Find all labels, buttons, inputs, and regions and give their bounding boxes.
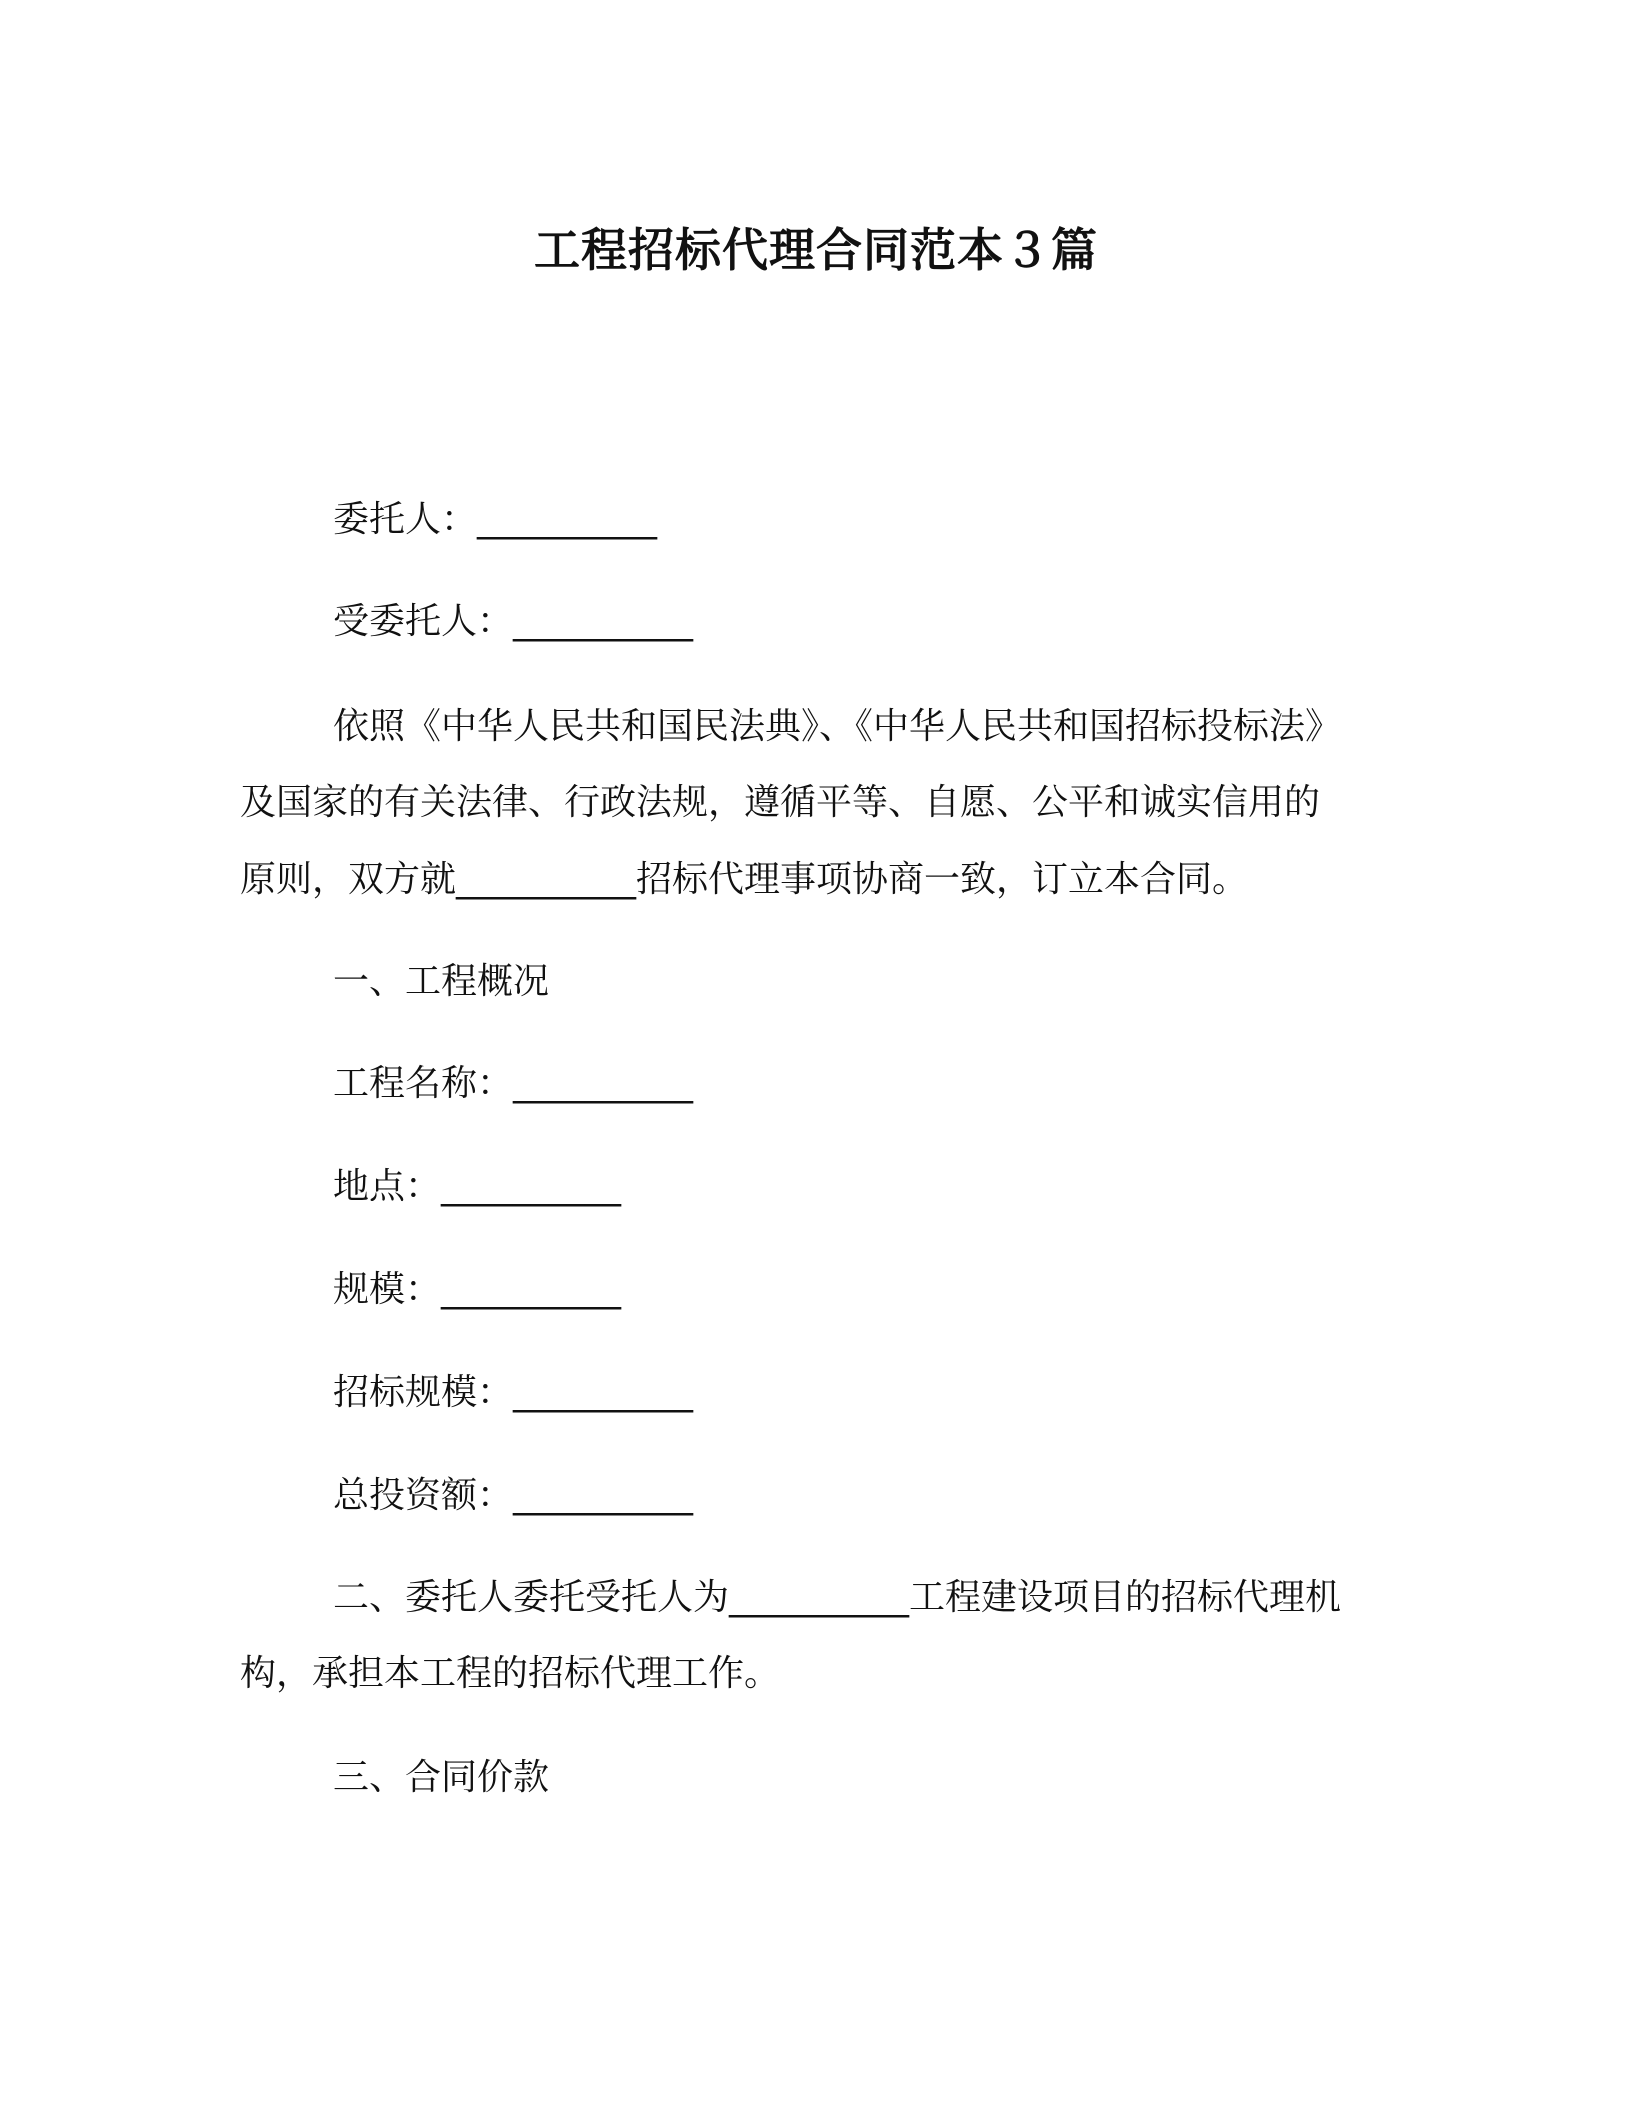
document-title: 工程招标代理合同范本３篇 (534, 223, 1098, 277)
project-name-field: 工程名称：__________ (333, 1063, 694, 1104)
preamble-line-1: 依照《中华人民共和国民法典》、《中华人民共和国招标投标法》 (333, 706, 1342, 747)
section-2-line-2: 构，承担本工程的招标代理工作。 (240, 1653, 781, 1694)
scale-field: 规模：__________ (333, 1269, 622, 1310)
location-field: 地点：__________ (333, 1166, 622, 1207)
section-3-heading: 三、合同价款 (333, 1757, 550, 1798)
total-investment-field: 总投资额：__________ (333, 1475, 694, 1516)
client-field: 委托人：__________ (333, 499, 658, 540)
preamble-line-3: 原则，双方就__________招标代理事项协商一致，订立本合同。 (240, 859, 1249, 900)
section-1-heading: 一、工程概况 (333, 961, 550, 1002)
section-2-line-1: 二、委托人委托受托人为__________工程建设项目的招标代理机 (333, 1577, 1342, 1618)
agent-field: 受委托人：__________ (333, 601, 694, 642)
preamble-line-2: 及国家的有关法律、行政法规，遵循平等、自愿、公平和诚实信用的 (240, 782, 1321, 823)
bidding-scale-field: 招标规模：__________ (333, 1372, 694, 1413)
